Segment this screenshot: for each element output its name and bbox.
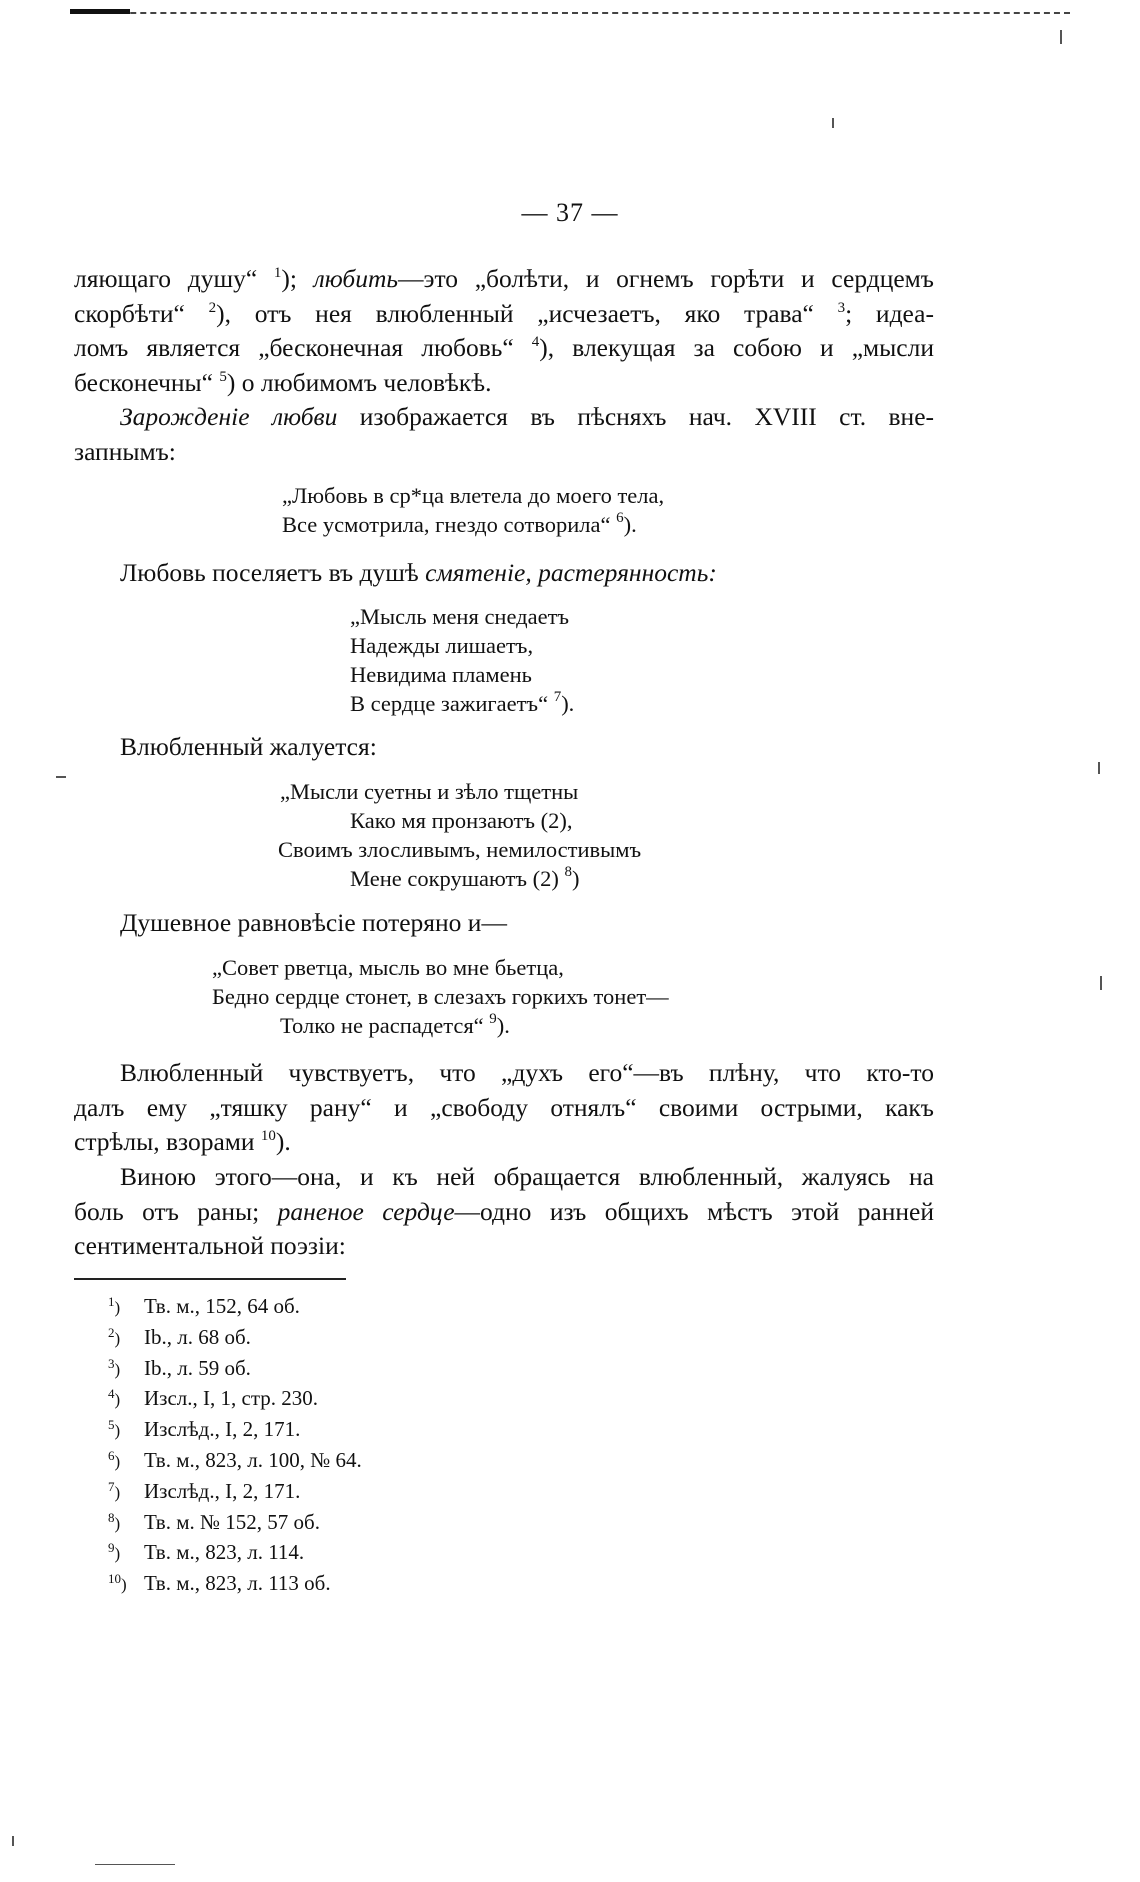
footnote-item: $^2$) Ib., л. 68 об.: [108, 1324, 251, 1349]
verse-4: „Совет рветца, мысль во мне бьетца, Бедно сердце стонет, в слезахъ горкихъ тонет— Толко не распадется“ $^9$).: [212, 955, 669, 1038]
paragraph-2: [74, 400, 934, 469]
scan-speck: [832, 118, 834, 128]
paragraph-1-line-2: скорбѣти“ $^2$), отъ нея влюбленный „исчезаетъ, яко трава“ $^3$; идеа-: [74, 298, 934, 328]
paragraph-3: Любовь поселяетъ въ душѣ смятеніе, растерянность:: [120, 558, 717, 587]
bottom-edge-rule: [95, 1864, 175, 1865]
footnote-item: $^{10}$) Тв. м., 823, л. 113 об.: [108, 1571, 331, 1596]
scan-speck: [1098, 762, 1100, 774]
footnote-item: $^8$) Тв. м. № 152, 57 об.: [108, 1509, 320, 1534]
scan-speck: [56, 776, 66, 778]
footnote-item: $^7$) Изслѣд., I, 2, 171.: [108, 1478, 301, 1503]
scan-speck: [1060, 30, 1062, 44]
footnote-item: $^6$) Тв. м., 823, л. 100, № 64.: [108, 1447, 362, 1472]
paragraph-2-line-2: запнымъ:: [74, 436, 176, 466]
paragraph-2-line-1: Зарожденіе любви изображается въ пѣсняхъ нач. XVIII ст. вне-: [120, 402, 934, 431]
footnotes-list: [108, 1292, 362, 1600]
paragraph-4: Влюбленный жалуется:: [120, 732, 377, 761]
footnote-item: $^4$) Изсл., I, 1, стр. 230.: [108, 1386, 319, 1411]
top-edge-rule: [70, 12, 1070, 14]
top-edge-mark: [70, 9, 130, 14]
footnote-item: $^5$) Изслѣд., I, 2, 171.: [108, 1417, 301, 1442]
paragraph-1-line-4: бесконечны“ $^5$) о любимомъ человѣкѣ.: [74, 367, 492, 397]
verse-3: „Мысли суетны и зѣло тщетны Како мя пронзаютъ (2), Своимъ злосливымъ, немилостивымъ Мене сокрушаютъ (2) $^8$): [278, 779, 642, 891]
page-number: — 37 —: [521, 198, 619, 227]
paragraph-1-line-3: ломъ является „бесконечная любовь“ $^4$), влекущая за собою и „мысли: [74, 333, 934, 362]
paragraph-1: [74, 262, 934, 400]
verse-1: „Любовь в ср*ца влетела до моего тела, Все усмотрила, гнездо сотворила“ $^6$).: [282, 483, 665, 537]
footnote-separator: [74, 1278, 346, 1280]
verse-2: „Мысль меня снедаетъ Надежды лишаетъ, Невидима пламень В сердце зажигаетъ“ $^7$).: [350, 604, 575, 716]
paragraph-6: Влюбленный чувствуетъ, что „духъ его“—въ плѣну, что кто-то далъ ему „тяшку рану“ и „свободу отнялъ“ своими острыми, какъ стрѣлы, взорами $^{10}$).: [74, 1058, 934, 1156]
footnote-item: $^1$) Тв. м., 152, 64 об.: [108, 1294, 300, 1318]
paragraph-7: Виною этого—она, и къ ней обращается влюбленный, жалуясь на боль отъ раны; раненое сердце—одно изъ общихъ мѣстъ этой ранней сентиментальной поэзіи:: [74, 1162, 934, 1260]
footnote-item: $^3$) Ib., л. 59 об.: [108, 1355, 251, 1380]
footnote-item: $^9$) Тв. м., 823, л. 114.: [108, 1540, 305, 1565]
paragraph-1-line-1: ляющаго душу“ $^1$); любить—это „болѣти, и огнемъ горѣти и сердцемъ: [74, 264, 934, 293]
paragraph-5: Душевное равновѣсіе потеряно и—: [120, 908, 507, 937]
scan-speck: [12, 1836, 14, 1846]
scan-speck: [1100, 976, 1102, 990]
